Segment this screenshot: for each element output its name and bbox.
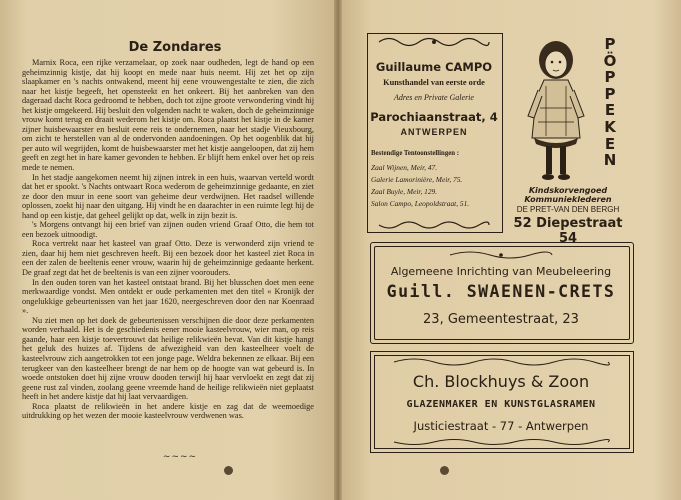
story-title: De Zondares [128,40,222,55]
exhibition-item: Zaal Buyle, Meir, 129. [371,187,438,196]
scroll-ornament-icon [390,249,612,261]
exhibition-item: Salon Campo, Leopoldstraat, 51. [371,199,470,208]
tagline: Kindskorvengoed [528,186,608,195]
story-text [22,58,314,421]
letter: E [604,134,616,153]
campo-street: Parochiaanstraat, 4 [370,110,498,124]
campo-exhibitions-list [371,162,499,210]
letter: P [604,68,616,87]
scroll-ornament-icon [375,219,493,231]
scroll-ornament-icon [375,35,493,49]
doll-taglines [503,186,633,204]
letter: P [604,84,616,103]
punch-hole [224,466,233,475]
punch-hole [440,466,449,475]
poppeken-vertical-word [595,36,625,169]
blockhuys-line3: Justiciestraat - 77 - Antwerpen [413,419,589,433]
story-paragraph: Roca plaatst de relikwieën in het andere kistje en zag dat de weemoedige uitdrukking op het wezen der mooie kasteelvrouw verdwenen was. [22,401,314,421]
campo-exhibitions-label: Bestendige Tentoonstellingen : [371,150,459,157]
story-paragraph: Nu ziet men op het doek de gebeurtenissen verschijnen die door deze perkamenten worden verhaald. Het is de geschiedenis eener mooie kasteelvrouw, wier man, op reis gaande, haar een kistje toevertrouwt dat heilige relikwieën bevat. Van dit kistje hangt het geluk des huizes af. Tijdens de afwezigheid van den kasteelheer voelt de kasteelvrouw zich aangetrokken tot een jonge page. Weldra bekennen ze elkaar. Bij een terugkeer van den kasteelheer brengt de nar hem op de hoogte van wat gebeurd is. In woede ontstoken doet hij zijne vrouw dooden terwijl hij haar vervloekt en zegt dat zij geene rust zal vinden, zoolang geene vreemde hand de heilige relikwieën niet geplaatst heeft in het andere kistje dat hij laat vervaardigen. [22,315,314,402]
doll-illustration-icon [516,38,596,188]
letter: N [603,151,617,170]
letter: K [604,117,616,136]
scroll-ornament-icon [390,437,612,447]
letter: Ö [603,51,617,70]
page-gutter [334,0,342,500]
swaenen-line1: Algemeene Inrichting van Meubeleering [390,265,612,278]
campo-name: Guillaume CAMPO [375,60,493,74]
story-paragraph: In het stadje aangekomen neemt hij zijnen intrek in een huis, waarvan verteld wordt dat het er spookt. 's Nachts ontwaart Roca wederom de geheimzinnige gedaante, en ziet ze door den muur in eene soort van geheime deur verdwijnen. Het raadsel willende oplossen, zoekt hij naar den uitgang. Hij vindt he en daarachter in een ruimte legt hij de hand op een kistje, dat geheel gelijkt op dat, welk in zijn bezit is. [22,172,314,220]
blockhuys-line2: GLAZENMAKER EN KUNSTGLASRAMEN [406,399,596,410]
scroll-ornament-icon [390,356,612,368]
campo-city: ANTWERPEN [400,127,468,137]
campo-subtitle: Kunsthandel van eerste orde [383,78,485,87]
doll-address: 52 Diepestraat 54 [513,216,623,246]
end-ornament: ~~~~ [162,452,198,462]
tagline: Kommunieklederen [524,195,612,204]
story-paragraph: In den ouden toren van het kasteel ontstaat brand. Bij het blusschen doet men eene merkwaardige vondst. Men ontdekt er oude perkamenten met den titel « Kronijk der ongelukkige gebeurtenissen van het jaar 1620, neergeschreven door den nar Koenraad ». [22,277,314,316]
exhibition-item: Galerie Lamorinière, Meir, 75. [371,175,463,184]
doll-owner: DE PRET-VAN DEN BERGH [516,205,620,214]
swaenen-line3: 23, Gemeentestraat, 23 [423,312,579,327]
story-paragraph: Roca vertrekt naar het kasteel van graaf Otto. Deze is verwonderd zijn vriend te zien, daar hij hem niet geschreven heeft. Bij een bezoek door het kasteel ziet Roca in een der zalen de beeltenis eener vrouw, waarin hij de geheimzinnige gedaante herkent. De graaf zegt dat het de beeltenis is van een zijner voorouders. [22,239,314,278]
letter: E [604,101,616,120]
story-paragraph: 's Morgens ontvangt hij een brief van zijnen ouden vriend Graaf Otto, die hem tot een bezoek uitnoodigt. [22,220,314,239]
letter: P [604,35,616,53]
blockhuys-line1: Ch. Blockhuys & Zoon [412,372,590,391]
swaenen-line2: Guill. SWAENEN-CRETS [386,282,616,301]
campo-subtitle2: Adres en Private Galerie [394,93,474,102]
story-paragraph: Marnix Roca, een rijke verzamelaar, op zoek naar oudheden, legt de hand op een geheimzinnig kistje, dat hij koopt en mede naar huis neemt. Hij zet het op zijn slaapkamer en 's nachts ontwakend, meent hij eene vrouwengestalte te zien, die zich naar het kistje begeeft, het opensteekt en het onkeert. Bij het aanbreken van den dageraad dacht Roca gedroomd te hebben, doch tot zijne groote verwondering vindt hij het kistje omgekeerd. Hij besluit den volgenden nacht te waken, doch de geheimzinnige vrouw komt terug en draait wederom het kistje om. Roca plaatst het kistje in de kamer zijner huisbewaarster en besluit eene reis te ondernemen, naar het stadje Vieuxbourg, om zicht te herstellen van al de ondervonden aandoeningen. Op het oogenblik dat hij per auto wil wegrijden, komt de huisbewaarster met het kistje aangeloopen, dat zij hem geeft en zegt het in hare kamer gevonden te hebben. Er blijft hem enkel over het op reis mede te nemen. [22,58,314,173]
exhibition-item: Zaal Wijnen, Meir, 47. [371,163,438,172]
